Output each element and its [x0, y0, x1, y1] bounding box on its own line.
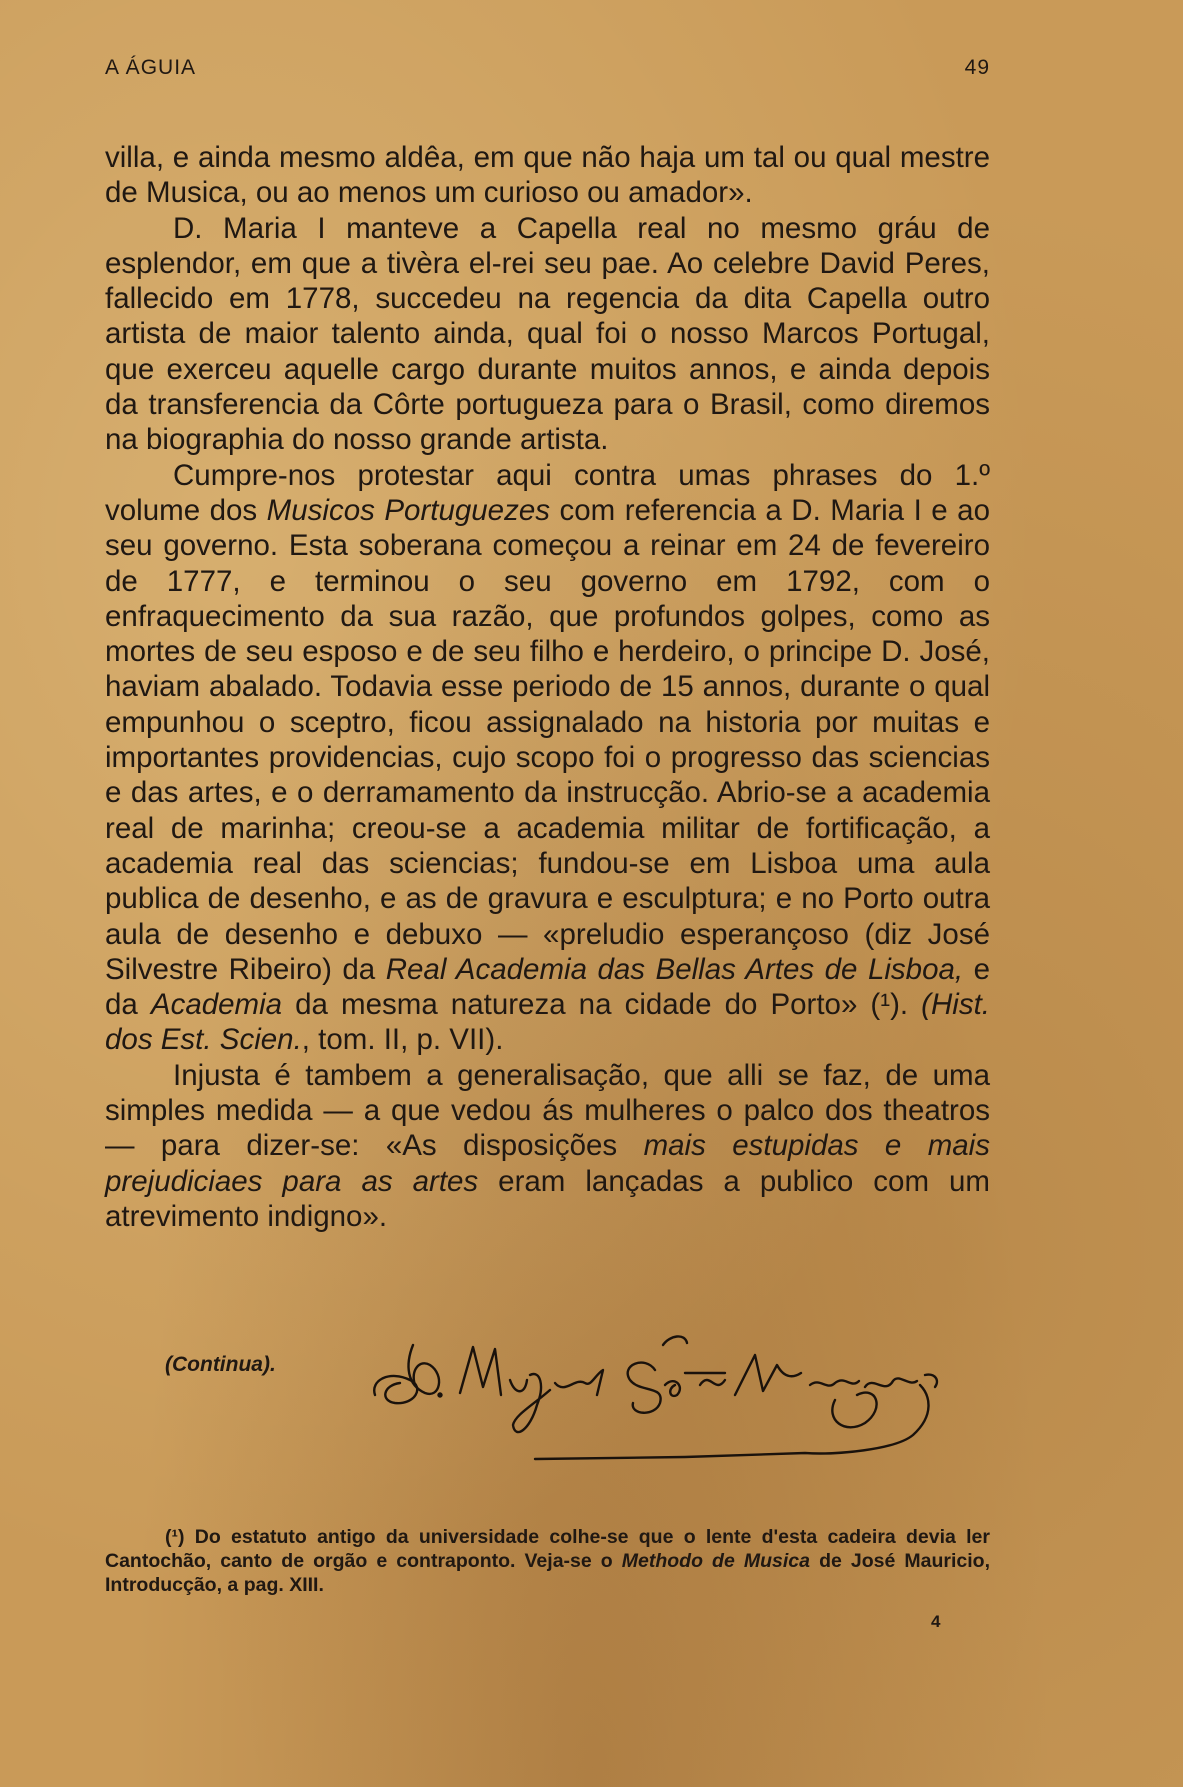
text-run: de José Mauricio, Introducção, a pag. XIII. — [105, 1550, 990, 1596]
text-run: com referencia a D. Maria I e ao seu governo. Esta soberana começou a reinar em 24 de fevereiro de 1777, e terminou o seu governo em 1792, com o enfraquecimento da sua razão, que profundos golpes, como as mortes de seu esposo e de seu filho e herdeiro, o principe D. José, haviam abalado. Todavia esse periodo de 15 annos, durante o qual empunhou o sceptro, ficou assignalado na historia por muitas e importantes providencias, cujo scopo foi o progresso das sciencias e das artes, e o derramamento da instrucção. Abrio-se a academia real de marinha; creou-se a academia militar de fortificação, a academia real das sciencias; fundou-se em Lisboa uma aula publica de desenho, e as de gravura e esculptura; e no Porto outra aula de desenho e debuxo — «preludio esperançoso (diz José Silvestre Ribeiro) da — [105, 493, 990, 986]
closing-block — [105, 1325, 990, 1485]
handwritten-signature — [365, 1325, 995, 1485]
text-run: , tom. II, p. VII). — [301, 1023, 504, 1057]
page-number: 49 — [964, 56, 990, 79]
footnote-text — [105, 1525, 990, 1597]
journal-title: A ÁGUIA — [105, 56, 197, 79]
paragraph — [105, 1058, 990, 1234]
paragraph — [105, 140, 990, 211]
text-run: da mesma natureza na cidade do Porto» (¹). — [282, 988, 922, 1022]
text-run: e da — [105, 952, 991, 1022]
paragraph — [105, 211, 990, 458]
text-run: villa, e ainda mesmo aldêa, em que não haja um tal ou qual mestre de Musica, ou ao menos um curioso ou amador». — [105, 141, 990, 210]
text-run: Injusta é tambem a generalisação, que alli se faz, de uma simples medida — a que vedou ás mulheres o palco dos theatros — para dizer-se: «As disposições — [105, 1058, 990, 1163]
italic-text: (Hist. dos Est. Scien. — [105, 988, 990, 1057]
signature-mark: 4 — [931, 1612, 941, 1631]
text-run: eram lançadas a publico com um atrevimento indigno». — [105, 1164, 990, 1233]
italic-text: mais estupidas e mais prejudiciaes para as artes — [105, 1129, 990, 1198]
footnote — [105, 1525, 990, 1597]
running-header — [105, 56, 990, 80]
text-run: Cumpre-nos protestar aqui contra umas phrases do 1.º volume dos — [105, 458, 990, 527]
article-body — [105, 140, 990, 1234]
italic-text: Real Academia das Bellas Artes de Lisboa, — [385, 952, 964, 986]
paragraph — [105, 458, 990, 1058]
italic-text: Academia — [150, 988, 283, 1022]
italic-text: Methodo de Musica — [621, 1550, 810, 1572]
text-run: D. Maria I manteve a Capella real no mesmo gráu de esplendor, em que a tivèra el-rei seu pae. Ao celebre David Peres, fallecido em 1778, succedeu na regencia da dita Capella outro artista de maior talento ainda, qual foi o nosso Marcos Portugal, que exerceu aquelle cargo durante muitos annos, e ainda depois da transferencia da Côrte portugueza para o Brasil, como diremos na biographia do nosso grande artista. — [105, 211, 990, 457]
continua-label: (Continua). — [165, 1353, 276, 1376]
text-run: (¹) Do estatuto antigo da universidade colhe-se que o lente d'esta cadeira devia ler Cantochão, canto de orgão e contraponto. Veja-se o — [105, 1526, 990, 1572]
italic-text: Musicos Portuguezes — [266, 493, 550, 527]
